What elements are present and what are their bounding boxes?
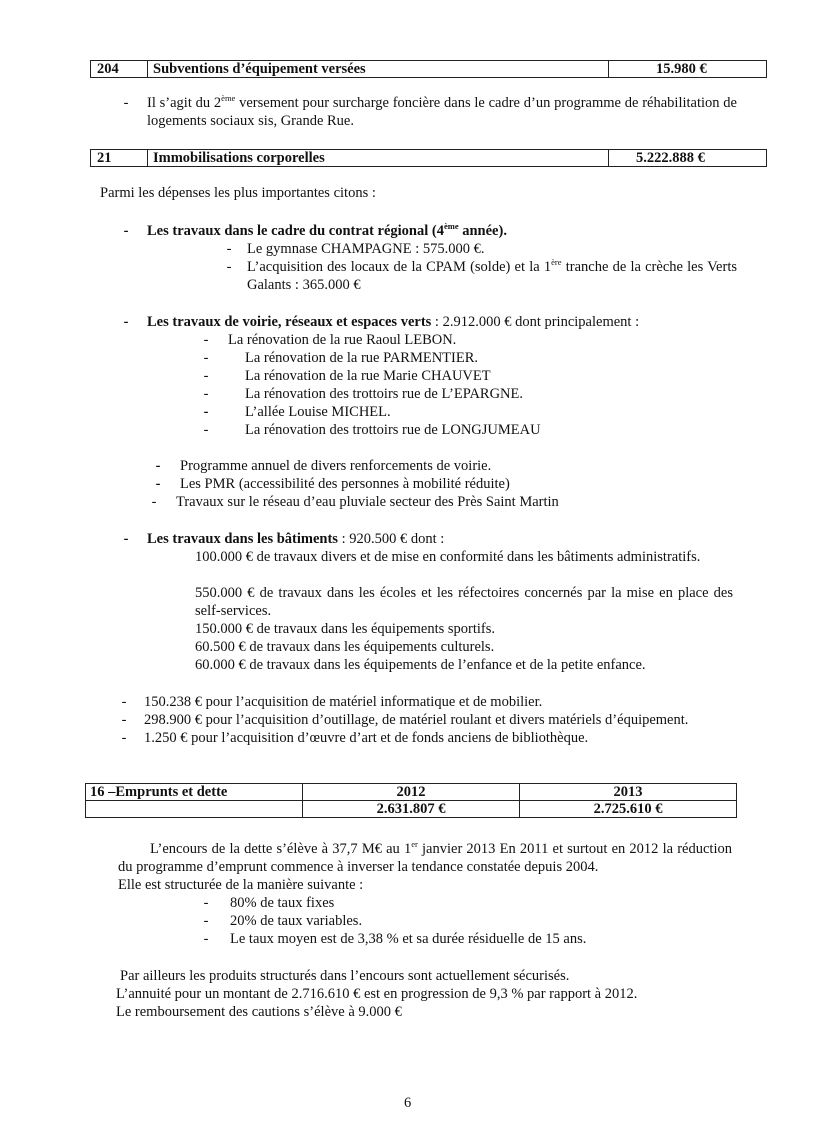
debt-col-2013: 2013 bbox=[520, 784, 737, 801]
section-21-code: 21 bbox=[97, 150, 112, 166]
voirie-title: Les travaux de voirie, réseaux et espaces verts : 2.912.000 € dont principalement : bbox=[147, 314, 640, 330]
section-21-amount: 5.222.888 € bbox=[636, 150, 705, 166]
section-21-title: Immobilisations corporelles bbox=[153, 150, 325, 166]
contrat-title: Les travaux dans le cadre du contrat régional (4ème année). bbox=[147, 221, 507, 239]
section-204-title: Subventions d’équipement versées bbox=[153, 61, 366, 77]
structure-item-1: 80% de taux fixes bbox=[230, 895, 335, 911]
closing-1: Par ailleurs les produits structurés dans l’encours sont actuellement sécurisés. bbox=[120, 968, 570, 984]
table-row bbox=[86, 801, 737, 818]
section-204-header bbox=[90, 60, 767, 78]
section-204-text: Il s’agit du 2ème versement pour surcharge foncière dans le cadre d’un programme de réhabilitation de logements sociaux sis, Grande Rue. bbox=[147, 93, 737, 129]
voirie-item-2: La rénovation de la rue PARMENTIER. bbox=[245, 350, 479, 366]
debt-val-2013: 2.725.610 € bbox=[520, 801, 737, 818]
batiments-title: Les travaux dans les bâtiments : 920.500 € dont : bbox=[147, 531, 445, 547]
voirie-item-6: La rénovation des trottoirs rue de LONGJUMEAU bbox=[245, 422, 541, 438]
structure-intro: Elle est structurée de la manière suivante : bbox=[118, 877, 364, 893]
batiments-item-2: 550.000 € de travaux dans les écoles et les réfectoires concernés par la mise en place des self-services. bbox=[195, 585, 733, 619]
page-number: 6 bbox=[404, 1095, 412, 1111]
structure-item-2: 20% de taux variables. bbox=[230, 913, 363, 929]
acquisition-2: 298.900 € pour l’acquisition d’outillage, de matériel roulant et divers matériels d’équipement. bbox=[144, 712, 689, 728]
batiments-item-5: 60.000 € de travaux dans les équipements de l’enfance et de la petite enfance. bbox=[195, 657, 646, 673]
structure-item-3: Le taux moyen est de 3,38 % et sa durée résiduelle de 15 ans. bbox=[230, 931, 587, 947]
table-row bbox=[86, 784, 737, 801]
debt-val-2012: 2.631.807 € bbox=[303, 801, 520, 818]
contrat-item-1: Le gymnase CHAMPAGNE : 575.000 €. bbox=[247, 241, 485, 257]
acquisition-1: 150.238 € pour l’acquisition de matériel informatique et de mobilier. bbox=[144, 694, 543, 710]
contrat-item-2: L’acquisition des locaux de la CPAM (solde) et la 1ère tranche de la crèche les Verts Galants : 365.000 € bbox=[247, 257, 737, 293]
section-21-header bbox=[90, 149, 767, 167]
voirie-extra-1: Programme annuel de divers renforcements de voirie. bbox=[180, 458, 492, 474]
debt-col-2012: 2012 bbox=[303, 784, 520, 801]
section-204-amount: 15.980 € bbox=[656, 61, 707, 77]
closing-3: Le remboursement des cautions s’élève à 9.000 € bbox=[116, 1004, 402, 1020]
closing-2: L’annuité pour un montant de 2.716.610 € est en progression de 9,3 % par rapport à 2012. bbox=[116, 986, 638, 1002]
debt-label: 16 –Emprunts et dette bbox=[86, 784, 303, 801]
batiments-item-1: 100.000 € de travaux divers et de mise en conformité dans les bâtiments administratifs. bbox=[195, 549, 701, 565]
voirie-extra-3: Travaux sur le réseau d’eau pluviale secteur des Près Saint Martin bbox=[176, 494, 559, 510]
voirie-item-5: L’allée Louise MICHEL. bbox=[245, 404, 391, 420]
voirie-item-4: La rénovation des trottoirs rue de L’EPARGNE. bbox=[245, 386, 524, 402]
voirie-extra-2: Les PMR (accessibilité des personnes à mobilité réduite) bbox=[180, 476, 510, 492]
acquisition-3: 1.250 € pour l’acquisition d’œuvre d’art et de fonds anciens de bibliothèque. bbox=[144, 730, 589, 746]
voirie-item-3: La rénovation de la rue Marie CHAUVET bbox=[245, 368, 491, 384]
debt-paragraph: L’encours de la dette s’élève à 37,7 M€ au 1er janvier 2013 En 2011 et surtout en 2012 la réduction du programme d’emprunt commence à inverser la tendance constatée depuis 2004. bbox=[118, 839, 732, 875]
batiments-item-3: 150.000 € de travaux dans les équipements sportifs. bbox=[195, 621, 496, 637]
batiments-item-4: 60.500 € de travaux dans les équipements culturels. bbox=[195, 639, 495, 655]
section-204-code: 204 bbox=[97, 61, 119, 77]
debt-table bbox=[85, 783, 737, 818]
intro-text: Parmi les dépenses les plus importantes citons : bbox=[100, 185, 376, 201]
voirie-item-1: La rénovation de la rue Raoul LEBON. bbox=[228, 332, 457, 348]
